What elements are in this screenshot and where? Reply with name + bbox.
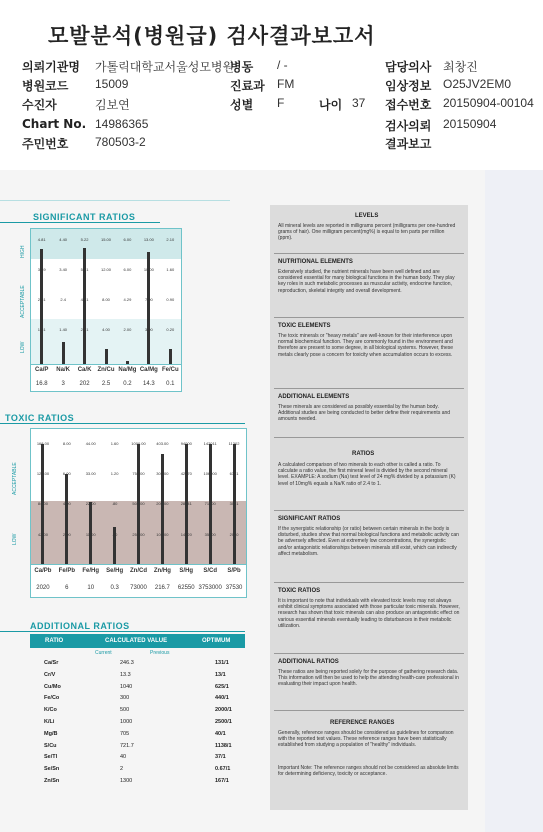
heading-toxic: TOXIC ELEMENTS: [278, 323, 331, 329]
significant-marker-label: 3.40: [59, 267, 68, 272]
toxic-marker-label: 84.00: [37, 501, 48, 506]
significant-marker-label: 1.60: [166, 267, 175, 272]
subheader-previous: Previous: [150, 650, 170, 656]
ratio-optimum: 13/1: [215, 671, 226, 678]
ratio-name: K/Co: [44, 707, 57, 714]
ratio-name: K/Li: [44, 719, 55, 725]
significant-bar: [105, 349, 108, 364]
sig-ylabel-high: HIGH: [20, 245, 26, 258]
significant-bar: [83, 248, 86, 364]
toxic-value: 73000: [130, 585, 147, 591]
ratio-current-value: 40: [120, 754, 127, 761]
significant-bar: [169, 349, 172, 364]
toxic-marker-label: 42070: [180, 471, 192, 476]
ratio-optimum: 625/1: [215, 683, 229, 690]
significant-marker-label: 13.00: [143, 237, 154, 242]
significant-marker-label: 0.90: [166, 297, 175, 302]
significant-marker-label: 7.00: [144, 297, 153, 302]
header-optimum: OPTIMUM: [202, 638, 231, 644]
significant-marker-label: 0.20: [166, 327, 175, 332]
divider: [274, 437, 464, 438]
ratio-current-value: 13.3: [120, 671, 131, 678]
table-row: [30, 729, 260, 740]
significant-category: Ca/P: [35, 367, 49, 373]
label-ward: 병동: [230, 60, 254, 74]
explanation-panel: [270, 205, 468, 810]
toxic-marker-label: 71000: [204, 501, 216, 506]
sig-ylabel-low: LOW: [20, 341, 26, 353]
value-clinical-info: O25JV2EM0: [443, 77, 512, 91]
toxic-marker-label: 35500: [204, 532, 216, 537]
ratio-current-value: 1000: [120, 719, 133, 725]
toxic-marker-label: .80: [111, 501, 118, 506]
toxic-category: Zn/Hg: [153, 568, 171, 574]
significant-marker-label: 2.10: [166, 237, 175, 242]
toxic-marker-label: 126.00: [36, 471, 50, 476]
toxic-marker-label: 200.00: [156, 501, 169, 506]
value-request-date: 20150904: [443, 117, 497, 131]
ratio-current-value: 1300: [120, 778, 133, 784]
toxic-marker-label: 8.00: [62, 441, 71, 446]
value-institution: 가톨릭대학교서울성모병원: [95, 60, 235, 74]
additional-ratios-header: [30, 634, 245, 648]
text-toxic: The toxic minerals or "heavy metals" are well-known for their interference upon normal biochemical function. They are commonly found in the environment and therefore are present to some degree, in all biological systems. However, these metals clearly pose a concern for toxicity when accumulation occurs to excess.: [278, 333, 454, 358]
ratio-name: Fe/Co: [44, 695, 60, 702]
ratio-current-value: 246.3: [120, 660, 134, 666]
toxic-ratios-title: TOXIC RATIOS: [5, 413, 75, 423]
table-row: [30, 670, 260, 681]
text-significant: If the synergistic relationship (or ratio) between certain minerals in the body is disturbed, studies show that normal biological functions and metabolic activity can be adversely affected. Even at extremely low concentrations, the synergistic and/or antagonistic relationships between minerals still exist, which can indirectly affect metabolism.: [278, 526, 459, 557]
header-calculated: CALCULATED VALUE: [105, 638, 168, 644]
header-ratio: RATIO: [45, 638, 64, 644]
divider: [274, 388, 464, 389]
toxic-marker-label: 403.00: [156, 441, 169, 446]
toxic-marker-label: 6331: [229, 471, 239, 476]
significant-category: Fe/Cu: [161, 367, 179, 373]
toxic-marker-label: .40: [111, 532, 118, 537]
significant-value: 202: [79, 381, 90, 387]
significant-marker-label: 4.00: [102, 327, 110, 332]
ratio-name: Cu/Mo: [44, 683, 61, 690]
heading-nutritional: NUTRITIONAL ELEMENTS: [278, 259, 353, 265]
report-title: 모발분석(병원급) 검사결과보고서: [48, 24, 376, 48]
divider: [274, 253, 464, 254]
text-ratios: A calculated comparison of two minerals to each other is called a ratio. To calculate a ratio value, the first mineral level is divided by the second mineral level. EXAMPLE: A sodium (Na) test level of 24 mg% divided by a potassium (K) level of 10mg% equals a Na/K ratio of 2.4 to 1.: [278, 462, 456, 487]
ratio-current-value: 705: [120, 730, 130, 737]
ratio-optimum: 2000/1: [215, 707, 232, 714]
toxic-marker-label: 100.00: [156, 532, 169, 537]
ratio-current-value: 1040: [120, 683, 133, 690]
significant-marker-label: 2.21: [80, 327, 89, 332]
text-toxic-ratios: It is important to note that individuals with elevated toxic levels may not always exhibit clinical symptoms associated with those particular toxic minerals. However, research has shown that toxic minerals can also produce an antagonistic effect on various essential minerals eventually leading to disturbances in their metabolic utilization.: [278, 598, 460, 629]
side-panel: [485, 170, 543, 832]
label-hospital-code: 병원코드: [22, 79, 69, 93]
heading-levels: LEVELS: [355, 213, 379, 219]
significant-marker-label: 2.61: [37, 297, 46, 302]
ratio-optimum: 131/1: [215, 660, 229, 666]
toxic-category: Zn/Cd: [130, 568, 147, 574]
significant-ratios-rule: [0, 222, 160, 223]
toxic-value: 37530: [225, 585, 243, 591]
label-receipt-no: 접수번호: [385, 98, 432, 112]
text-additional-ratios: These ratios are being reported solely for the purpose of gathering research data. This information will then be used to help the attending health-care professional in evaluating their impact upon health.: [278, 669, 459, 688]
significant-marker-label: 4.21: [80, 297, 89, 302]
toxic-marker-label: 250.00: [132, 532, 145, 537]
table-row: [30, 741, 260, 752]
text-important-note: Important Note: The reference ranges should not be considered as absolute limits for determining deficiency, toxicity or acceptance.: [278, 765, 459, 778]
significant-category: Ca/K: [77, 367, 92, 373]
toxic-marker-label: 33.00: [85, 471, 96, 476]
ratio-optimum: 40/1: [215, 730, 226, 737]
significant-value: 14.3: [143, 381, 155, 387]
significant-value: 16.8: [35, 381, 48, 387]
toxic-marker-label: 11302: [228, 441, 240, 446]
toxic-marker-label: 28041: [180, 501, 192, 506]
ratio-current-value: 300: [120, 695, 130, 702]
ratio-name: Ca/Sr: [44, 660, 59, 666]
table-row: [30, 764, 260, 775]
toxic-category: Ca/Pb: [34, 568, 52, 574]
top-rule: [0, 200, 230, 201]
label-doctor: 담당의사: [385, 60, 432, 74]
text-levels: All mineral levels are reported in milligrams percent (milligrams per one-hundred grams of hair). One milligram percent(mg%) is equal to ten parts per million (ppm).: [278, 223, 456, 242]
value-patient: 김보연: [95, 98, 130, 112]
toxic-marker-label: 750.00: [132, 471, 145, 476]
additional-ratios-title: ADDITIONAL RATIOS: [30, 621, 130, 631]
significant-marker-label: 5.22: [80, 237, 89, 242]
ratio-optimum: 440/1: [215, 695, 229, 702]
ratio-name: Se/Sn: [44, 766, 60, 773]
significant-value: 0.2: [123, 381, 132, 387]
toxic-value: 6: [65, 585, 69, 591]
significant-marker-label: 1.40: [59, 327, 68, 332]
toxic-category: Fe/Hg: [82, 568, 100, 574]
ratio-name: Se/Tl: [44, 754, 58, 761]
toxic-marker-label: 2040: [229, 532, 239, 537]
significant-value: 2.5: [101, 381, 111, 387]
significant-marker-label: 8.00: [102, 297, 110, 302]
toxic-marker-label: 42.00: [37, 532, 48, 537]
label-department: 진료과: [230, 79, 265, 93]
value-ward: / -: [277, 58, 288, 72]
toxic-ratios-rule: [0, 423, 245, 424]
divider: [274, 710, 464, 711]
toxic-category: S/Hg: [179, 568, 194, 574]
ratio-optimum: 1138/1: [215, 742, 232, 749]
toxic-marker-label: 500.00: [132, 501, 145, 506]
table-row: [30, 776, 260, 787]
ratio-name: Mg/B: [44, 730, 58, 737]
heading-reference-ranges: REFERENCE RANGES: [330, 720, 395, 726]
heading-toxic-ratios: TOXIC RATIOS: [278, 588, 321, 594]
significant-marker-label: 6.00: [123, 237, 132, 242]
significant-marker-label: 4.40: [59, 237, 68, 242]
toxic-marker-label: 142011: [203, 441, 217, 446]
toxic-marker-label: 168.00: [36, 441, 50, 446]
significant-marker-label: 3.49: [37, 267, 46, 272]
significant-marker-label: 10.00: [143, 267, 154, 272]
significant-value: 0.1: [166, 381, 175, 387]
significant-category: Na/K: [56, 367, 70, 373]
significant-marker-label: 6.00: [123, 267, 132, 272]
additional-ratios-table: [30, 658, 260, 798]
toxic-marker-label: 4.00: [62, 501, 71, 506]
ratio-optimum: 0.67/1: [215, 766, 231, 773]
toxic-category: S/Pb: [227, 568, 241, 574]
ratio-name: Zn/Sn: [44, 778, 60, 784]
toxic-marker-label: 2.00: [62, 532, 71, 537]
table-row: [30, 752, 260, 763]
text-reference-ranges: Generally, reference ranges should be considered as guidelines for comparison with the reported test values. These reference ranges have been statistically established from studying a population of "healthy" individuals.: [278, 730, 454, 749]
significant-marker-label: 3.00: [144, 327, 153, 332]
value-department: FM: [277, 77, 295, 91]
label-chart-no: Chart No.: [22, 117, 87, 131]
toxic-marker-label: 94000: [180, 441, 192, 446]
toxic-value: 62550: [177, 585, 195, 591]
toxic-marker-label: 1.60: [110, 441, 119, 446]
value-hospital-code: 15009: [95, 77, 129, 91]
heading-ratios: RATIOS: [352, 451, 375, 457]
significant-marker-label: 15.00: [100, 237, 112, 242]
toxic-marker-label: 300.00: [156, 471, 169, 476]
label-sex: 성별: [230, 98, 254, 112]
heading-additional-ratios: ADDITIONAL RATIOS: [278, 659, 339, 665]
additional-ratios-rule: [0, 631, 245, 632]
toxic-marker-label: 44.00: [85, 441, 96, 446]
table-row: [30, 693, 260, 704]
label-result-report: 결과보고: [385, 137, 432, 151]
text-additional: These minerals are considered as possibly essential by the human body. Additional studies are being conducted to better define their requirements and amounts needed.: [278, 404, 451, 423]
label-patient: 수진자: [22, 98, 57, 112]
ratio-optimum: 167/1: [215, 778, 229, 784]
toxic-marker-label: 3061: [229, 501, 239, 506]
significant-marker-label: 4.29: [123, 297, 132, 302]
heading-additional: ADDITIONAL ELEMENTS: [278, 394, 350, 400]
toxic-value: 10: [87, 585, 95, 591]
label-resident-no: 주민번호: [22, 137, 69, 151]
significant-marker-label: 5.21: [80, 267, 89, 272]
toxic-ratios-chart: [30, 428, 247, 565]
value-receipt-no: 20150904-00104: [443, 96, 534, 110]
table-row: [30, 705, 260, 716]
toxic-marker-label: 11.00: [85, 532, 96, 537]
divider: [274, 582, 464, 583]
value-resident-no: 780503-2: [95, 135, 146, 149]
ratio-current-value: 721.7: [120, 742, 134, 749]
tox-ylabel-low: LOW: [12, 533, 18, 545]
significant-marker-label: 2.00: [123, 327, 132, 332]
toxic-value: 216.7: [154, 585, 170, 591]
value-chart-no: 14986365: [95, 117, 149, 131]
divider: [274, 653, 464, 654]
ratio-optimum: 37/1: [215, 754, 226, 761]
toxic-category: Fe/Pb: [58, 568, 75, 574]
toxic-value: 0.3: [110, 585, 119, 591]
significant-marker-label: 1.61: [37, 327, 46, 332]
significant-marker-label: 4.81: [37, 237, 46, 242]
significant-ratios-title: SIGNIFICANT RATIOS: [33, 212, 136, 222]
toxic-ratios-values: [30, 564, 247, 598]
table-row: [30, 682, 260, 693]
toxic-marker-label: 6.00: [62, 471, 71, 476]
ratio-name: Cr/V: [44, 671, 56, 678]
table-row: [30, 717, 260, 728]
label-age: 나이: [319, 98, 343, 112]
divider: [274, 510, 464, 511]
toxic-value: 2020: [36, 585, 50, 591]
ratio-current-value: 2: [120, 766, 124, 773]
significant-bar: [62, 342, 65, 365]
label-clinical-info: 임상정보: [385, 79, 432, 93]
significant-category: Na/Mg: [118, 367, 137, 373]
ratio-current-value: 500: [120, 707, 130, 714]
toxic-marker-label: 106000: [203, 471, 217, 476]
significant-marker-label: 2.4: [60, 297, 66, 302]
report-header: [0, 55, 543, 155]
toxic-value: 3753000: [198, 585, 222, 591]
toxic-marker-label: 22.00: [85, 501, 96, 506]
significant-value: 3: [61, 381, 65, 387]
table-row: [30, 658, 260, 669]
toxic-bar: [65, 474, 68, 564]
tox-ylabel-acceptable: ACCEPTABLE: [12, 462, 18, 495]
significant-marker-label: 12.00: [100, 267, 112, 272]
value-sex: F: [277, 96, 285, 110]
significant-category: Ca/Mg: [139, 367, 158, 373]
label-request-date: 검사의뢰: [385, 119, 432, 133]
value-doctor: 최창진: [443, 60, 478, 74]
divider: [274, 317, 464, 318]
toxic-marker-label: 1.20: [110, 471, 119, 476]
subheader-current: Current: [95, 650, 112, 656]
toxic-marker-label: 1000.00: [131, 441, 146, 446]
high-band: [31, 229, 181, 259]
ratio-name: S/Cu: [44, 742, 57, 749]
significant-category: Zn/Cu: [97, 367, 115, 373]
toxic-category: Se/Hg: [106, 568, 124, 574]
text-nutritional: Extensively studied, the nutrient minerals have been well defined and are considered essential for many biological functions in the human body. They play key roles in such metabolic processes as muscular activity, endocrine function, reproduction, skeletal integrity and overall development.: [278, 269, 455, 294]
significant-ratios-values: [30, 364, 182, 392]
significant-ratios-chart: [30, 228, 182, 365]
ratio-optimum: 2500/1: [215, 719, 232, 725]
value-age: 37: [352, 96, 366, 110]
label-institution: 의뢰기관명: [22, 60, 80, 74]
heading-significant: SIGNIFICANT RATIOS: [278, 516, 341, 522]
toxic-marker-label: 14020: [180, 532, 192, 537]
toxic-category: S/Cd: [203, 568, 217, 574]
sig-ylabel-acceptable: ACCEPTABLE: [20, 285, 26, 318]
